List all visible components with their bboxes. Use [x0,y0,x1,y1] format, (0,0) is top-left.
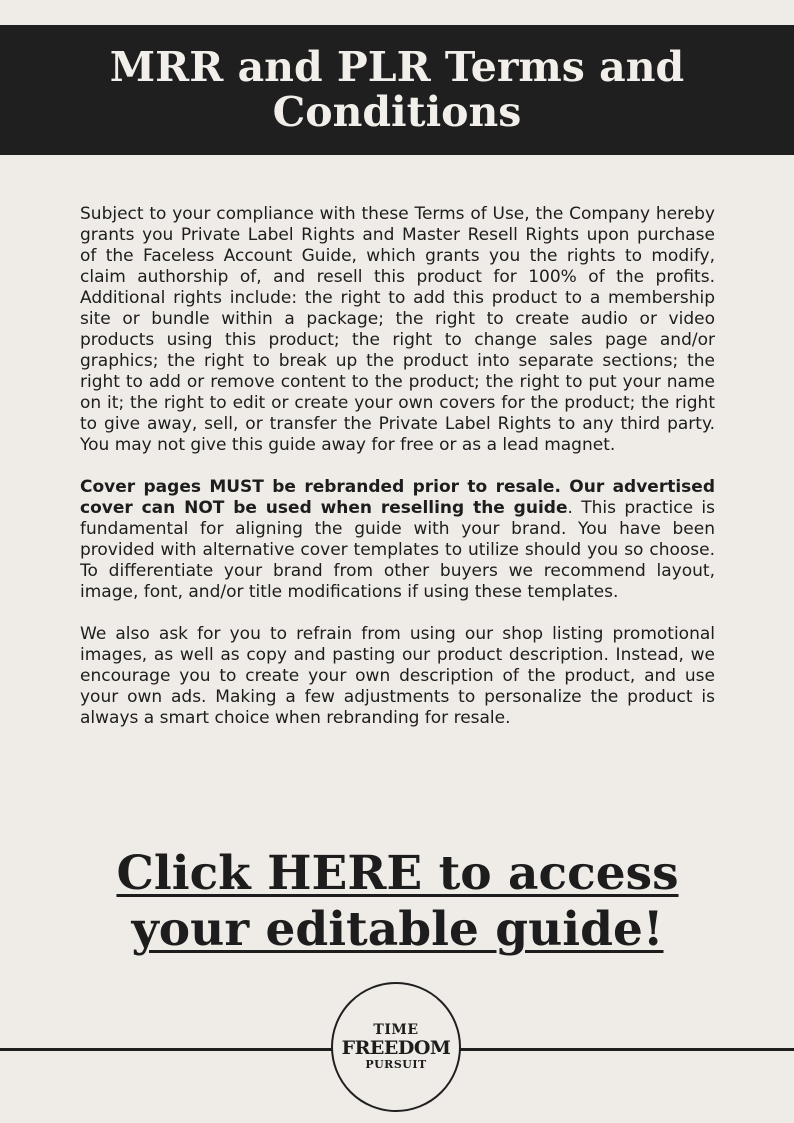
access-guide-link[interactable] [80,846,715,958]
page-title: MRR and PLR Terms and Conditions [109,43,685,136]
cta-line-2[interactable]: your editable guide! [131,902,664,957]
brand-logo [331,982,461,1112]
cta-line-1[interactable]: Click HERE to access [116,846,679,901]
logo-line-pursuit: PURSUIT [365,1058,427,1071]
header-banner [0,25,794,155]
logo-line-time: TIME [373,1022,419,1038]
cover-warning-bold: Cover pages MUST be rebranded prior to resale. Our advertised cover can NOT be used when reselling the guide [80,477,715,518]
terms-paragraph-listing: We also ask for you to refrain from using our shop listing promotional images, as well as copy and pasting our product description. Instead, we encourage you to create your own description of the product, and use your own ads. Making a few adjustments to personalize the product is always a smart choice when rebranding for resale. [80,624,715,728]
terms-paragraph-rights: Subject to your compliance with these Terms of Use, the Company hereby grants you Private Label Rights and Master Resell Rights upon purchase of the Faceless Account Guide, which grants you the rights to modify, claim authorship of, and resell this product for 100% of the profits. Additional rights include: the right to add this product to a membership site or bundle within a package; the right to create audio or video products using this product; the right to change sales page and/or graphics; the right to break up the product into separate sections; the right to add or remove content to the product; the right to put your name on it; the right to edit or create your own covers for the product; the right to give away, sell, or transfer the Private Label Rights to any third party. You may not give this guide away for free or as a lead magnet. [80,204,715,455]
cover-paragraph-rest: . This practice is fundamental for aligning the guide with your brand. You have been provided with alternative cover templates to utilize should you so choose. To differentiate your brand from other buyers we recommend layout, image, font, and/or title modifications if using these templates. [80,498,715,602]
terms-content [80,204,715,750]
terms-paragraph-cover [80,477,715,603]
logo-line-freedom: FREEDOM [341,1037,451,1059]
